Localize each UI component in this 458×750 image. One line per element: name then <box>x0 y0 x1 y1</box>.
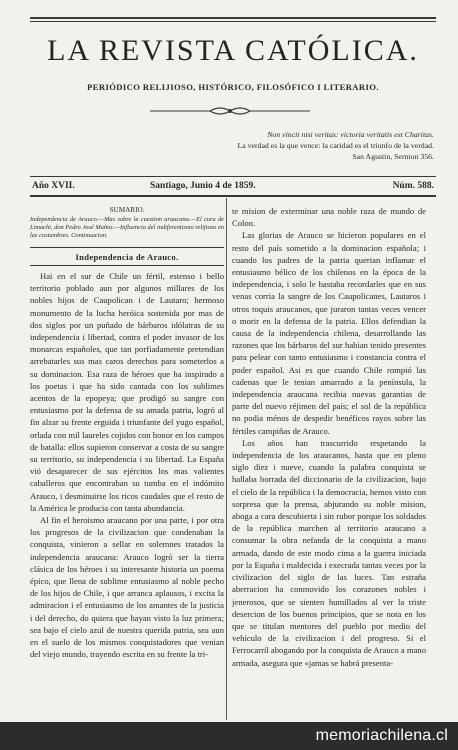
epigraph-source: San Agustin, Sermon 356. <box>352 152 434 161</box>
edition-year: Año XVII. <box>32 181 75 191</box>
article-right-column <box>232 205 426 669</box>
masthead-subtitle: PERIÓDICO RELIJIOSO, HISTÓRICO, FILOSÓFICO I LITERARIO. <box>87 82 379 92</box>
article-heading: Independencia de Arauco. <box>75 252 179 262</box>
top-rule <box>30 17 436 19</box>
edition-date: Santiago, Junio 4 de 1859. <box>150 181 256 191</box>
summary-text: Independencia de Arauco.—Mas sobre la cuestion araucana.—El cura de Limachi, don Pedro José Muñoz.—Influencia del indiferentismo relijioso en las costumbres. Continuacion. <box>30 216 224 240</box>
edition-rule-bottom <box>30 195 436 197</box>
column-divider <box>226 198 227 720</box>
summary-rule <box>30 247 224 248</box>
edition-rule-top <box>30 176 436 177</box>
decorative-rule-ornament-icon <box>150 105 310 117</box>
top-rule-thin <box>30 21 436 22</box>
watermark-text[interactable]: memoriachilena.cl <box>315 727 448 744</box>
paragraph: Las glorias de Arauco se hicieron populares en el resto del país sometido a la dominacion española; i cuando los padres de la patria querian inflamar el entusiasmo bélico de los chilenos en la época de la independencia, i solo le bastaba recordarles que en sus venas corria la sangre de los Caupolicanes, Lautaros i otros toquis araucanos, que juraron tantas veces vencer o morir en la defensa de la patria. Ellos defendian la causa de la independencia chilena, desarrollando las razones que los bárbaros del sur habian tenido presentes para pelear con tanto entusiasmo i constancia contra el poder español. Asi es que cuando Chile rompió las cadenas que le tenian amarrado a la península, la independencia araucana recibia nuevas garantias de parte del nuevo réjimen del país; el sol de la república no podia ménos de despedir benéficos rayos sobre las fértiles campiñas de Arauco. <box>232 230 426 436</box>
masthead-title: LA REVISTA CATÓLICA. <box>47 34 419 67</box>
paragraph: Al fin el heroismo araucano por una parte, i por otra los progresos de la civilizacion que condenaban la conquista, vinieron a sellar en solemnes tratados la independencia araucana: Arauco logró ser la tierra clásica de los héroes i su interesante historia un poema épico, que llena de sublime entusiasmo al noble pecho de los hijos de Chile, i que arranca aplausos, i excita la admiracion i el entusiasmo de los amantes de la justicia i del derecho, do quiera que hayan visto la luz primera; sea bajo el cielo azul de nuestra querida patria, sea aun en el suelo de los mismos conquistadores que venian del viejo mundo, trayendo escrita en su frente la tri- <box>30 515 224 660</box>
article-heading-rule <box>30 265 224 266</box>
epigraph-latin: Non vincit nisi veritas: victoria veritatis est Charitas. <box>267 130 434 139</box>
summary-heading: SUMARIO. <box>109 206 145 214</box>
paragraph: Los años han trascurrido respetando la independencia de los araucanos, hasta que en pleno siglo diez i nueve, cuando la palabra conquista se hallaba borrada del diccionario de la civilizacion, bajo el cielo de la república i la democracia, hemos visto con sorpresa que la prensa, abjurando su noble mision, aboga a cara descubierta i sin rubor porque los soldados de la república marchen al territorio araucano a consumar la obra nefanda de la conquista a mano armada, dando de este modo cima a la guerra iniciada por la España i maldecida i execrada tantas veces por la civilizacion del siglo de las luces. Tan estraña aberracion ha conmovido los corazones nobles i jenerosos, que se sienten humillados al ver la triste desercion de los buenos principios, que se nota en los que se titulan mentores del pueblo por medio del vehículo de la civilizacion i del progreso. Si el Ferrocarril abogando por la conquista de Arauco a mano armada, asegura que «jamas se habrá presenta- <box>232 437 426 668</box>
article-left-column <box>30 270 224 661</box>
paragraph: te mision de exterminar una noble raza de mundo de Colon. <box>232 206 426 229</box>
paragraph: Hai en el sur de Chile un fértil, estenso i bello territorio poblado aun por algunos millares de los nobles hijos de Caupolican i de Lautaro; hermoso monumento de la lucha heróica sostenida por mas de dos siglos por un puñado de bárbaros idólatras de su independencia i libertad, contra el poder invasor de los monarcas españoles, que tan porfiadamente pretendian arrebatarles sus mas caros derechos para someterlos a su dominacion. Esa raza de héroes que ha inspirado a los poetas i que ha sido cantada con los sublimes acentos de la epopeya; que prodigó su sangre con entusiasmo por la defensa de su amada patria, logró al fin alzar su frente erguida i triunfante del yugo español, orlada con mil laureles cojidos con honor en los campos de batalla: ellos supieron conservar a costa de su sangre su territorio, su independencia i su libertad. La España vió desaparecer de sus ejércitos los mas valientes caballeros que encontraban su tumba en el indómito Arauco, i desminuirse los ricos caudales que el resto de la América le producia con tanta abundancia. <box>30 271 224 513</box>
edition-number: Núm. 588. <box>392 181 434 191</box>
epigraph-spanish: La verdad es la que vence: la caridad es el triunfo de la verdad. <box>237 141 434 150</box>
